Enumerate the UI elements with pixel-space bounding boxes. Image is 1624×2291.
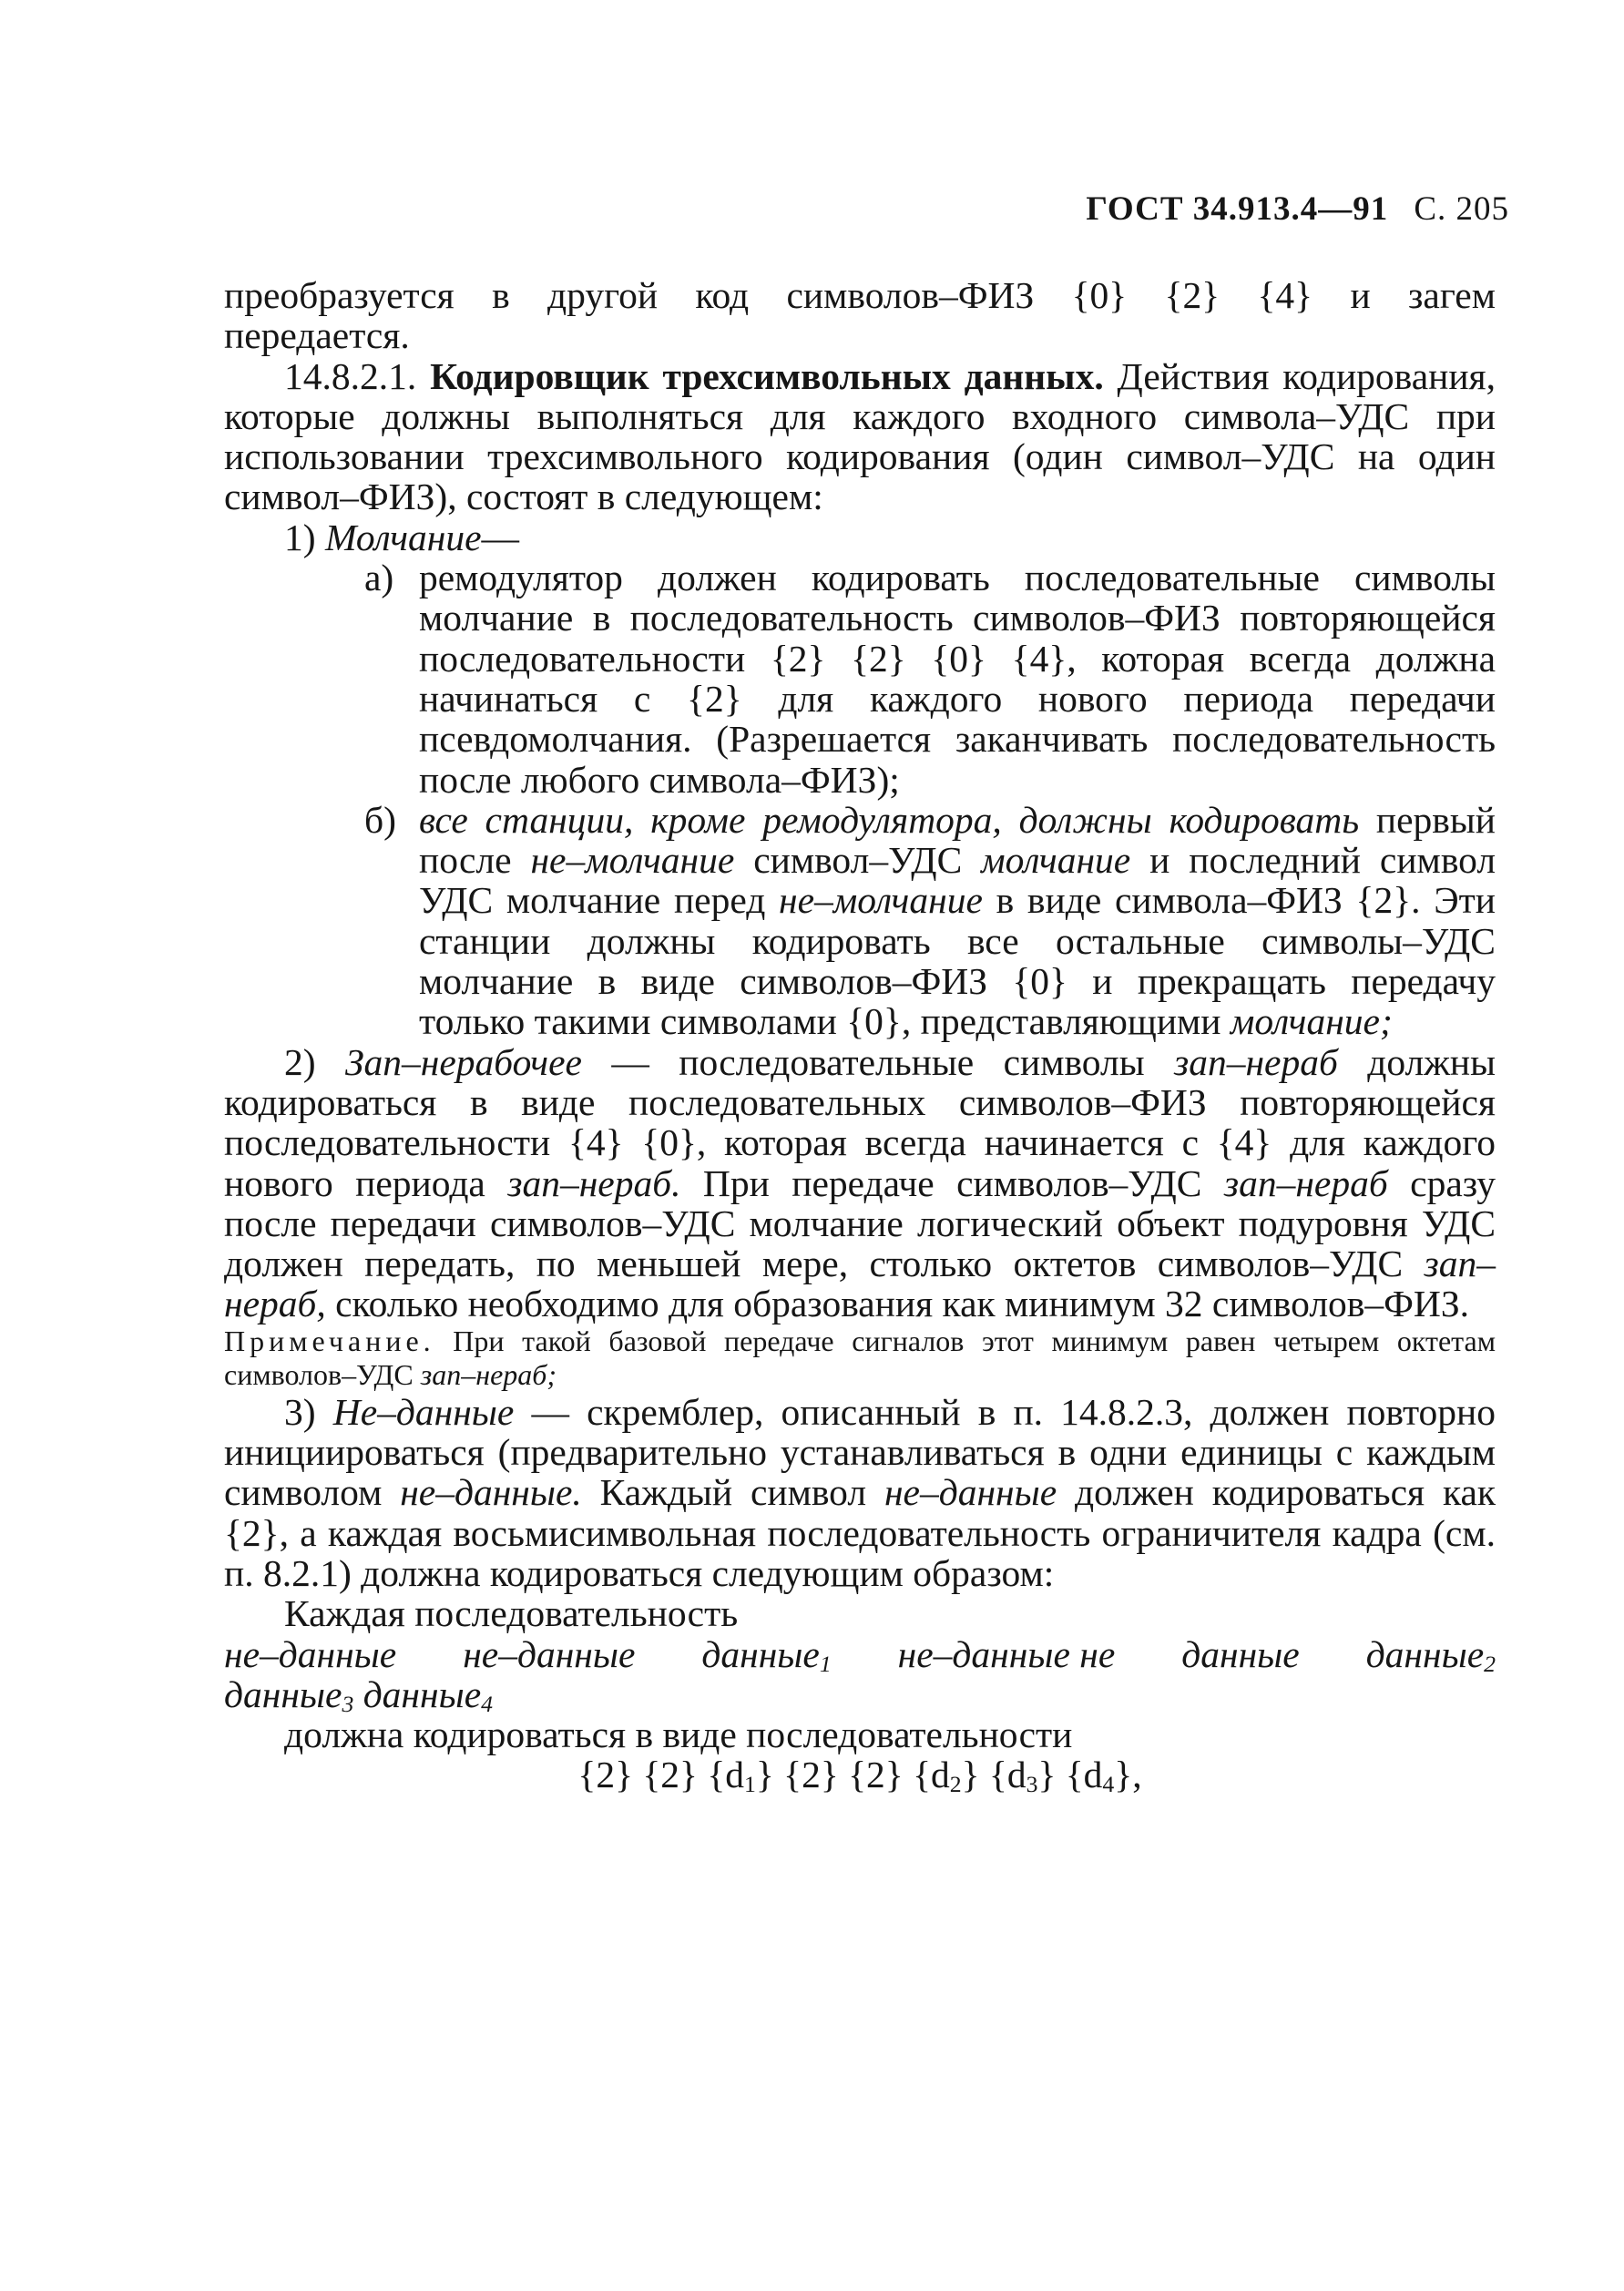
sequence-token: данные$_4$ bbox=[363, 1672, 493, 1717]
section-number: 14.8.2.1. bbox=[284, 354, 417, 397]
item-text bbox=[419, 800, 1496, 1042]
text-run: молчание bbox=[981, 839, 1131, 882]
text-run: зап–нераб bbox=[1223, 1161, 1388, 1204]
text-run: должны кодироваться в виде последовательных символов–ФИЗ повторяющейся последовательности {4} {0}, которая всегда начинается с {4} для каждого нового периода bbox=[224, 1040, 1496, 1204]
text-run: При такой базовой передаче сигналов этот минимум равен четырем октетам символов–УДС bbox=[224, 1324, 1496, 1391]
text-run: все станции, кроме ремодулятора, должны кодировать bbox=[419, 798, 1360, 841]
section-14-8-2-1 bbox=[224, 356, 1496, 517]
intro-line: передается. bbox=[224, 314, 410, 357]
item-mark: б) bbox=[364, 798, 396, 841]
item-mark: 1) bbox=[284, 516, 316, 558]
text-run: зап–нераб, bbox=[224, 1243, 1496, 1325]
item-mark: 3) bbox=[284, 1390, 316, 1433]
section-title: Кодировщик трехсимвольных данных. bbox=[430, 354, 1104, 397]
body-text bbox=[224, 274, 1496, 1798]
text-run: первый после bbox=[419, 798, 1496, 882]
standard-number: ГОСТ 34.913.4—91 bbox=[1086, 190, 1389, 228]
text-run: молчание; bbox=[1230, 1000, 1393, 1043]
text-run: Каждый символ bbox=[599, 1471, 867, 1514]
page-header bbox=[1086, 189, 1509, 229]
note bbox=[224, 1324, 1496, 1392]
sequence-token: не–данные bbox=[463, 1632, 636, 1675]
sequence-token: не–данные bbox=[224, 1632, 397, 1675]
text-run: и последний символ УДС молчание перед bbox=[419, 839, 1496, 922]
list-item-1a bbox=[224, 557, 1496, 800]
text-run: не–данные bbox=[883, 1471, 1057, 1514]
section-text: Действия кодирования, которые должны выполняться для каждого входного символа–УДС при использовании трехсимвольного кодирования (один символ–УДС на один символ–ФИЗ), состоят в следующем: bbox=[224, 354, 1496, 518]
page-number: С. 205 bbox=[1414, 190, 1509, 228]
text-run: в виде символа–ФИЗ {2}. Эти станции должны кодировать все остальные символы–УДС молчание в виде символов–ФИЗ {0} и прекращать передачу только такими символами {0}, представляющими bbox=[419, 879, 1496, 1043]
list-item-1b bbox=[224, 800, 1496, 1042]
text-run: зап–нераб bbox=[1174, 1040, 1338, 1083]
text-run: сразу после передачи символов–УДС молчание логический объект подуровня УДС должен передать, по меньшей мере, столько октетов символов–УДС bbox=[224, 1161, 1496, 1285]
item-title: Молчание bbox=[324, 516, 482, 558]
sequence-intro: Каждая последовательность bbox=[284, 1592, 739, 1635]
list-item-3 bbox=[224, 1392, 1496, 1593]
text-run: — скремблер, описанный в п. 14.8.2.3, должен повторно инициироваться (предварительно устанавливаться в одни единицы с каждым символом bbox=[224, 1390, 1496, 1514]
sequence-row bbox=[224, 1632, 1496, 1677]
intro-line: преобразуется в другой код символов–ФИЗ {0} {2} {4} и загем bbox=[224, 274, 1496, 316]
sequence-token: данные bbox=[1181, 1632, 1300, 1675]
text-run: сколько необходимо для образования как минимум 32 символов–ФИЗ. bbox=[335, 1283, 1470, 1325]
encode-intro: должна кодироваться в виде последовательности bbox=[284, 1713, 1073, 1756]
text-run: не–данные. bbox=[400, 1471, 582, 1514]
sequence-token: не–данные не bbox=[897, 1632, 1116, 1675]
sequence-token: данные$_1$ bbox=[701, 1632, 832, 1677]
list-item-2 bbox=[224, 1042, 1496, 1324]
item-title: Зап–нерабочее bbox=[344, 1040, 582, 1083]
sequence-token: данные$_3$ bbox=[224, 1672, 354, 1717]
text-run: не–молчание bbox=[530, 839, 735, 882]
item-mark: а) bbox=[364, 557, 394, 599]
text-run: не–молчание bbox=[779, 879, 983, 922]
list-item-1 bbox=[224, 517, 1496, 557]
text-run: зап–нераб. bbox=[507, 1161, 681, 1204]
text-run: При передаче символов–УДС bbox=[702, 1161, 1202, 1204]
sequence-row bbox=[224, 1672, 1496, 1717]
item-title: Не–данные bbox=[332, 1390, 515, 1433]
text-run: — последовательные символы bbox=[611, 1040, 1145, 1083]
text-run: символ–УДС bbox=[753, 839, 963, 882]
text-run: должен кодироваться как {2}, а каждая восьмисимвольная последовательность ограничителя кадра (см. п. 8.2.1) должна кодироваться следующим образом: bbox=[224, 1471, 1496, 1594]
text-run: зап–нераб; bbox=[420, 1357, 557, 1391]
sequence-token: данные$_2$ bbox=[1365, 1632, 1496, 1677]
item-text: ремодулятор должен кодировать последовательные символы молчание в последовательность символов–ФИЗ повторяющейся последовательности {2} {2} {0} {4}, которая всегда должна начинаться с {2} для каждого нового периода передачи псевдомолчания. (Разрешается заканчивать последовательность после любого символа–ФИЗ); bbox=[419, 557, 1496, 801]
item-dash: — bbox=[481, 516, 520, 558]
encoded-sequence: {2} {2} $\{d_1\}$ {2} {2} $\{d_2\}$ $\{d_3\}$ $\{d_4\}$, bbox=[577, 1754, 1142, 1798]
item-mark: 2) bbox=[284, 1040, 316, 1083]
note-label: Примечание. bbox=[224, 1324, 435, 1357]
